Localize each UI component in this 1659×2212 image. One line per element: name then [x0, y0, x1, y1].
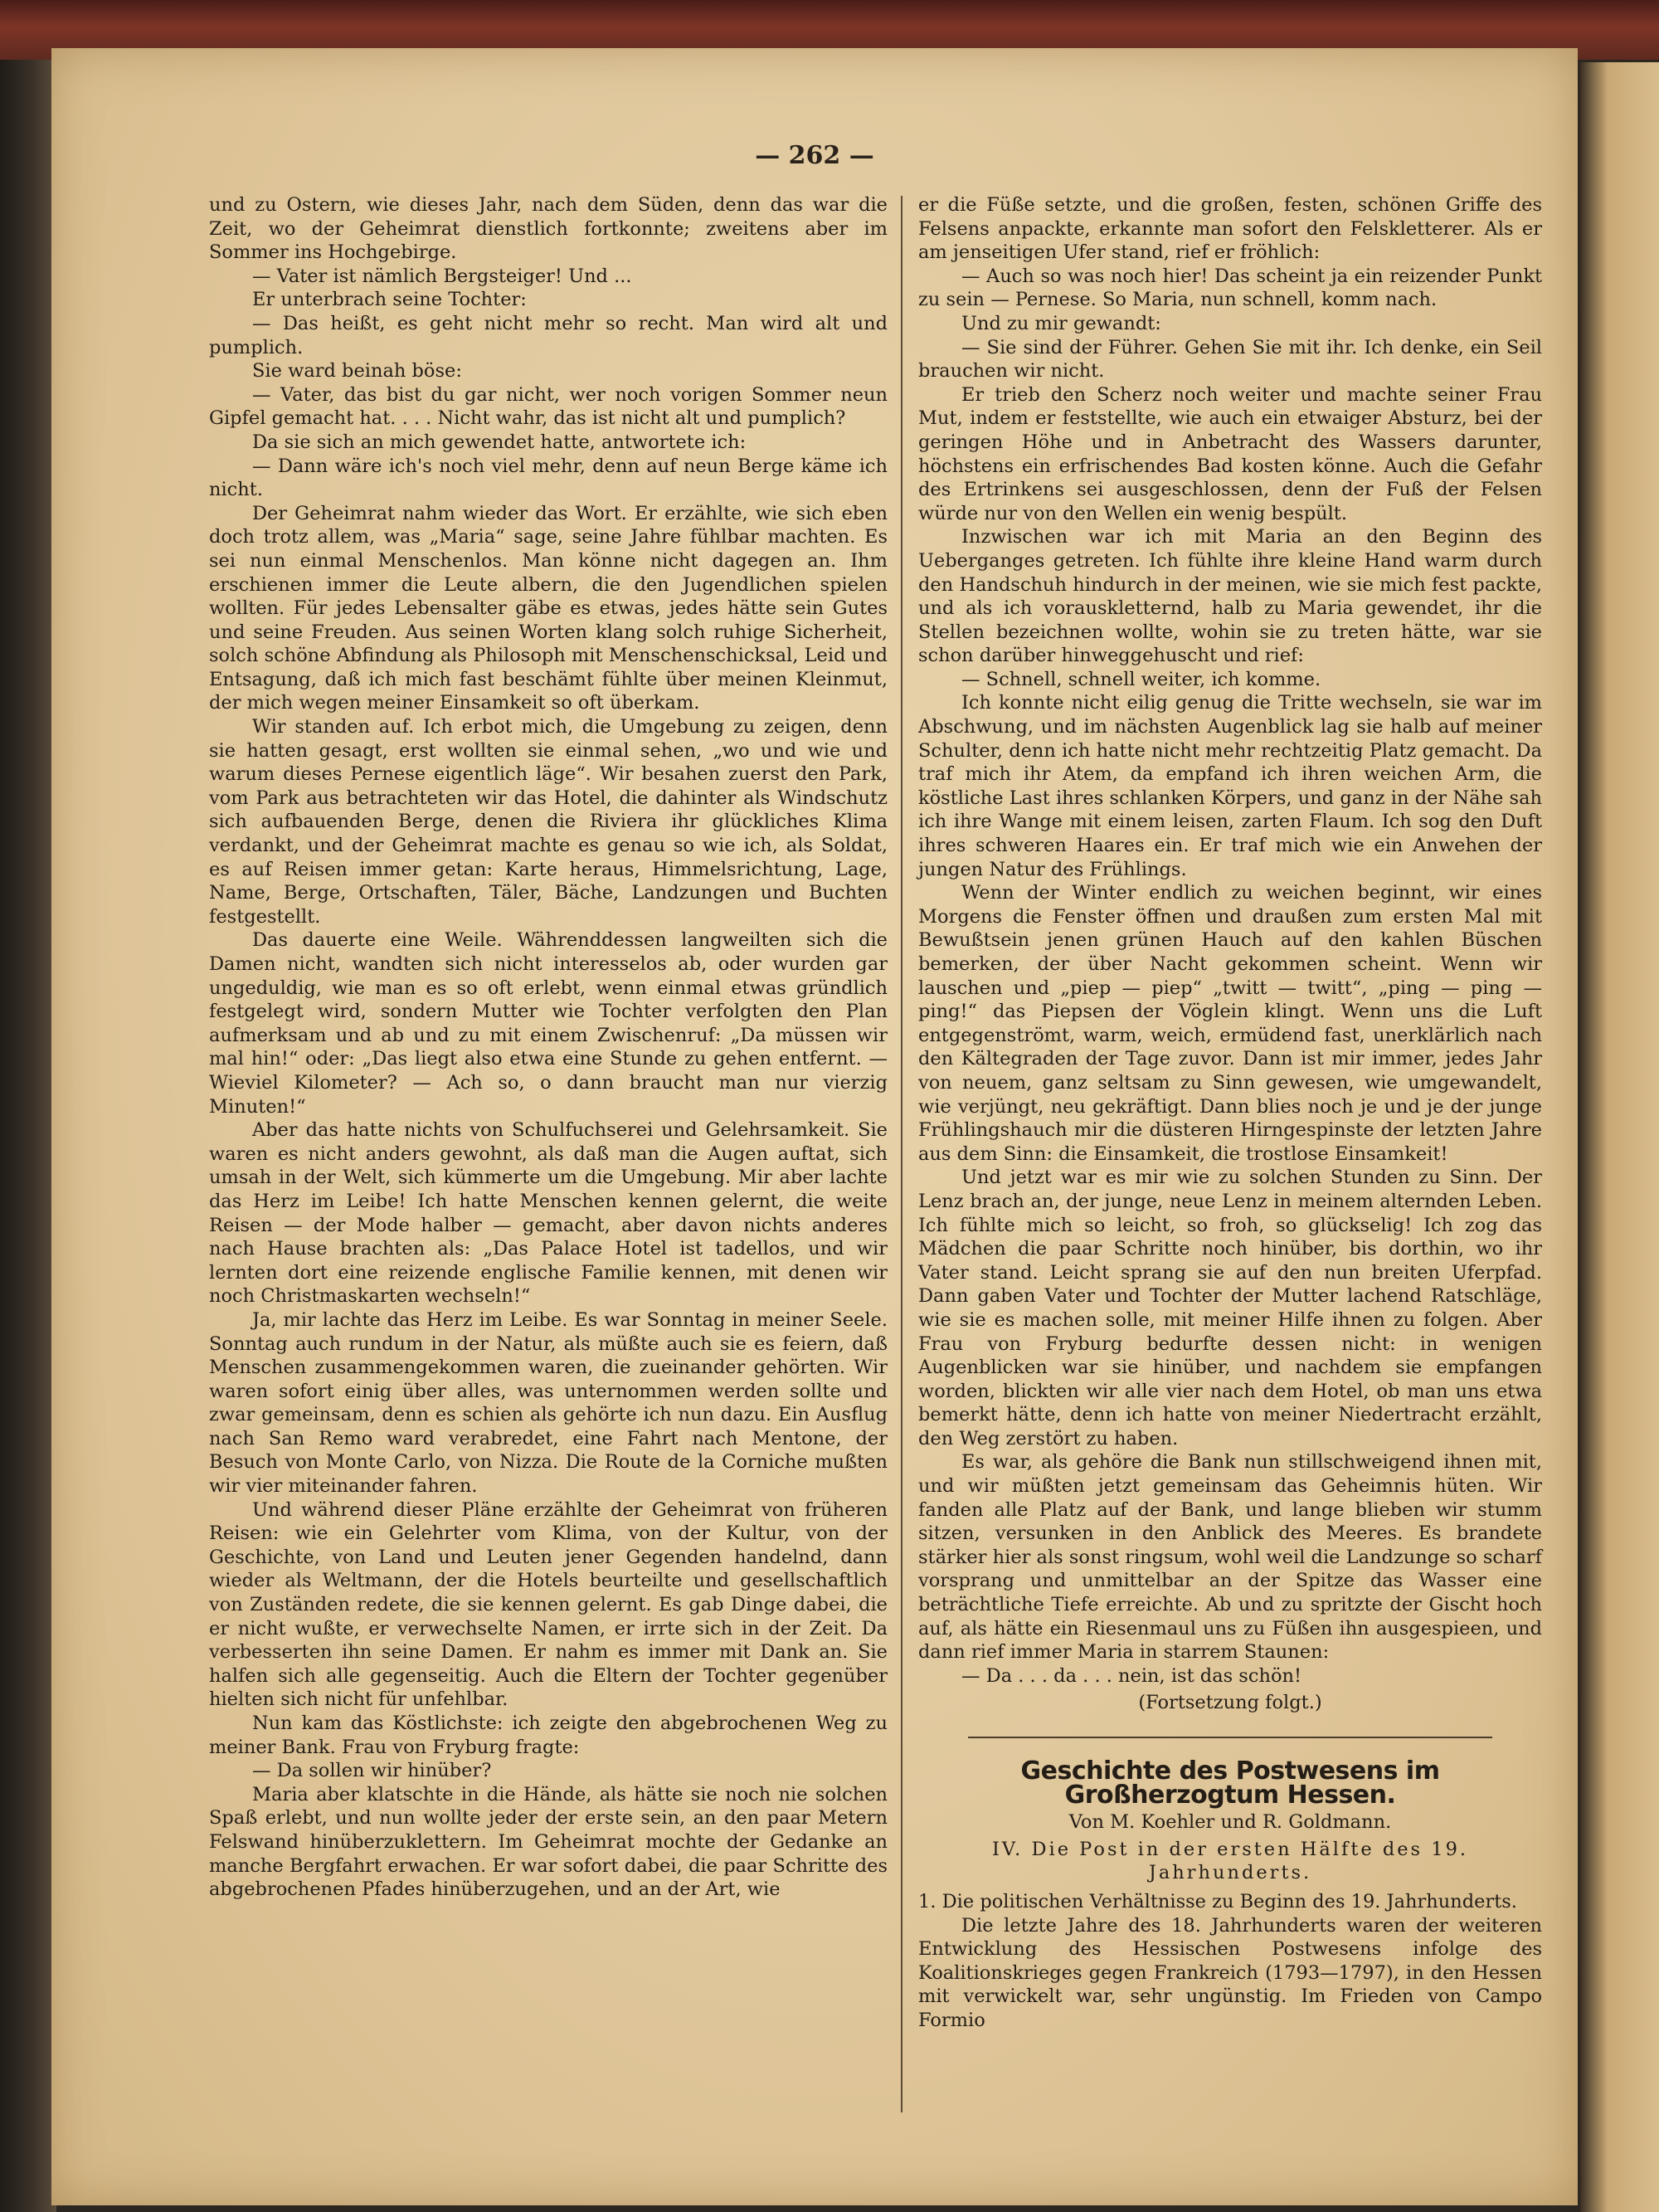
- paragraph: Da sie sich an mich gewendet hatte, antwortete ich:: [252, 431, 747, 453]
- paragraph: und zu Ostern, wie dieses Jahr, nach dem Süden, denn das war die Zeit, wo der Geheimrat dienstlich fortkonnte; zweitens aber im Sommer ins Hochgebirge.: [209, 194, 888, 264]
- paragraph: — Vater ist nämlich Bergsteiger! Und ...: [252, 265, 632, 287]
- paragraph: Aber das hatte nichts von Schulfuchserei und Gelehrsamkeit. Sie waren es nicht anders gewohnt, als daß man die Augen auftat, sich umsah in der Welt, sich kümmerte um die Umgebung. Mir aber lachte das Herz im Leibe! Ich hatte Menschen kennen gelernt, die weite Reisen — der Mode halber — gemacht, aber davon nichts anderes nach Hause brachten als: „Das Palace Hotel ist tadellos, und wir lernten dort eine reizende englische Familie kennen, mit denen wir noch Christmaskarten wechseln!“: [209, 1119, 888, 1308]
- paragraph: Nun kam das Köstlichste: ich zeigte den abgebrochenen Weg zu meiner Bank. Frau von Fryburg fragte:: [209, 1713, 888, 1758]
- paragraph: Inzwischen war ich mit Maria an den Beginn des Ueberganges getreten. Ich fühlte ihre kleine Hand warm durch den Handschuh hindurch in der meinen, wie sie mich fest packte, und als ich vorauskletternd, halb zu Maria gewendet, ihr die Stellen bezeichnen wollte, wohin sie zu treten hätte, war sie schon darüber hinweggehuscht und rief:: [918, 526, 1542, 667]
- paragraph: Der Geheimrat nahm wieder das Wort. Er erzählte, wie sich eben doch trotz allem, was „Maria“ sage, seine Jahre fühlbar machten. Es sei nun einmal Menschenlos. Man könne nicht dagegen an. Ihm erschienen immer die Leute albern, die den Jugendlichen spielen wollten. Für jedes Lebensalter gäbe es etwas, jedes hätte sein Gutes und seine Freuden. Aus seinen Worten klang solch ruhige Sicherheit, solch schöne Abfindung als Philosoph mit Menschenschicksal, Leid und Entsagung, daß ich mich fast beschämt fühlte über meinen Kleinmut, der mich wegen meiner Einsamkeit so oft überkam.: [209, 502, 888, 714]
- article-authors: Von M. Koehler und R. Goldmann.: [1068, 1811, 1392, 1834]
- paragraph: Es war, als gehöre die Bank nun stillschweigend ihnen mit, und wir müßten jetzt gemeinsam das Geheimnis hüten. Wir fanden alle Platz auf der Bank, und lange blieben wir stumm sitzen, versunken in den Anblick des Meeres. Es brandete stärker hier als sonst ringsum, wohl weil die Landzunge so scharf vorsprang und unmittelbar an der Spitze das Wasser eine beträchtliche Tiefe erreichte. Ab und zu spritzte der Gischt hoch auf, als hätte ein Riesenmaul uns zu Füßen ihn ausgespieen, und dann rief immer Maria in starrem Staunen:: [918, 1451, 1542, 1664]
- paragraph: Sie ward beinah böse:: [252, 360, 462, 382]
- paragraph: Ich konnte nicht eilig genug die Tritte wechseln, sie war im Abschwung, und im nächsten Augenblick lag sie halb auf meiner Schulter, denn ich hatte nicht mehr rechtzeitig Platz gemacht. Da traf mich ihr Atem, da empfand ich ihren weichen Arm, die köstliche Last ihres schlanken Körpers, und ganz in der Nähe sah ich ihre Wange mit einem leisen, zarten Flaum. Ich sog den Duft ihres schweren Haares ein. Er traf mich wie ein Anwehen der jungen Natur des Frühlings.: [918, 692, 1542, 880]
- right-column: [918, 193, 1542, 2033]
- paragraph: Maria aber klatschte in die Hände, als hätte sie noch nie solchen Spaß erlebt, und nun wollte jeder der erste sein, an den paar Metern Felswand hinüberzuklettern. Im Geheimrat mochte der Gedanke an manche Bergfahrt erwachen. Er war sofort dabei, die paar Schritte des abgebrochenen Pfades hinüberzugehen, und an der Art, wie: [209, 1783, 888, 1901]
- paragraph: — Vater, das bist du gar nicht, wer noch vorigen Sommer neun Gipfel gemacht hat. . . . Nicht wahr, das ist nicht alt und pumplich?: [209, 383, 888, 430]
- article-title: Geschichte des Postwesens im Großherzogtum Hessen.: [1020, 1756, 1440, 1810]
- paragraph: — Schnell, schnell weiter, ich komme.: [961, 668, 1321, 690]
- paragraph: er die Füße setzte, und die großen, festen, schönen Griffe des Felsens anpackte, erkannte man sofort den Felskletterer. Als er am jenseitigen Ufer stand, rief er fröhlich:: [918, 194, 1542, 264]
- paragraph: Und jetzt war es mir wie zu solchen Stunden zu Sinn. Der Lenz brach an, der junge, neue Lenz in meinem alternden Leben. Ich fühlte mich so leicht, so froh, so glückselig! Ich zog das Mädchen die paar Schritte noch hinüber, bis dorthin, wo ihr Vater stand. Leicht sprang sie auf den nun breiten Uferpfad. Dann gaben Vater und Tochter der Mutter lachend Ratschläge, wie sie es machen solle, mit meiner Hilfe ihnen zu folgen. Aber Frau von Fryburg bedurfte dessen nicht: in wenigen Augenblicken war sie hinüber, und nachdem sie empfangen worden, blickten wir alle vier nach dem Hotel, ob man uns etwa bemerkt hätte, denn ich hatte von meiner Niedertracht erzählt, den Weg zerstört zu haben.: [918, 1167, 1542, 1449]
- paragraph: Wenn der Winter endlich zu weichen beginnt, wir eines Morgens die Fenster öffnen und draußen zum ersten Mal mit Bewußtsein jenen grünen Hauch auf den kahlen Büschen bemerken, der über Nacht gekommen scheint. Wenn wir lauschen und „piep — piep“ „twitt — twitt“, „ping — ping — ping!“ das Piepsen der Vöglein klingt. Wenn uns die Luft entgegenströmt, warm, weich, ermüdend fast, unerklärlich nach den Kältegraden der Tage zuvor. Dann ist mir immer, jedes Jahr von neuem, ganz seltsam zu Sinn gewesen, wie umgewandelt, wie verjüngt, neu gekräftigt. Dann blies noch je und je der junge Frühlingshauch mir die düsteren Hirngespinste der letzten Jahre aus dem Sinn: die Einsamkeit, die trostlose Einsamkeit!: [918, 882, 1542, 1165]
- paragraph: Das dauerte eine Weile. Währenddessen langweilten sich die Damen nicht, wandten sich nicht interesselos ab, oder wurden gar ungeduldig, wie man es so oft erlebt, wenn einmal etwas gründlich festgelegt wird, sondern Mutter wie Tochter verfolgten den Plan aufmerksam und ab und zu mit einem Zwischenruf: „Da müssen wir mal hin!“ oder: „Das liegt also etwa eine Stunde zu gehen entfernt. — Wieviel Kilometer? — Ach so, o dann braucht man nur vierzig Minuten!“: [209, 929, 888, 1118]
- page-number: — 262 —: [755, 141, 874, 170]
- paragraph: — Das heißt, es geht nicht mehr so recht. Man wird alt und pumplich.: [209, 312, 888, 358]
- paragraph: Und zu mir gewandt:: [961, 312, 1161, 334]
- story-continuation: [918, 193, 1542, 1688]
- paragraph: — Dann wäre ich's noch viel mehr, denn auf neun Berge käme ich nicht.: [209, 455, 888, 501]
- left-column: [209, 193, 888, 1902]
- article-separator: [968, 1737, 1492, 1738]
- next-page-edge: [1580, 62, 1659, 2212]
- book-spine: [0, 0, 56, 2212]
- paragraph: — Sie sind der Führer. Gehen Sie mit ihr. Ich denke, ein Seil brauchen wir nicht.: [918, 336, 1542, 382]
- paragraph: Er unterbrach seine Tochter:: [252, 289, 527, 311]
- paragraph: Ja, mir lachte das Herz im Leibe. Es war Sonntag in meiner Seele. Sonntag auch rundum in der Natur, als müßte auch sie es feiern, daß Menschen zusammengekommen waren, die zueinander gehörten. Wir waren sofort einig über alles, was unternommen werden sollte und zwar gemeinsam, denn es schien als gehörte ich nun dazu. Ein Ausflug nach San Remo ward verabredet, eine Fahrt nach Mentone, der Besuch von Monte Carlo, von Nizza. Die Route de la Corniche mußten wir vier miteinander fahren.: [209, 1308, 888, 1498]
- section-heading: IV. Die Post in der ersten Hälfte des 19. Jahrhunderts.: [991, 1838, 1469, 1884]
- paragraph: Und während dieser Pläne erzählte der Geheimrat von früheren Reisen: wie ein Gelehrter vom Klima, von der Kultur, von der Geschichte, von Land und Leuten jener Gegenden handelnd, dann wieder als Weltmann, der die Hotels beurteilte und gesellschaftlich von Zuständen redete, die sie kennen gelernt. Es gab Dinge dabei, die er nicht wußte, er verwechselte Namen, er irrte sich in der Zeit. Da verbesserten ihn seine Damen. Er nahm es immer mit Dank an. Sie halfen sich alle gegenseitig. Auch die Eltern der Tochter gegenüber hielten sich nicht für unfehlbar.: [209, 1498, 888, 1711]
- paragraph: — Auch so was noch hier! Das scheint ja ein reizender Punkt zu sein — Pernese. So Maria, nun schnell, komm nach.: [918, 265, 1542, 311]
- subsection-heading: 1. Die politischen Verhältnisse zu Beginn des 19. Jahrhunderts.: [918, 1890, 1517, 1912]
- column-divider: [901, 196, 902, 2112]
- paragraph: Er trieb den Scherz noch weiter und machte seiner Frau Mut, indem er feststellte, wie auch ein etwaiger Absturz, bei der geringen Höhe und in Anbetracht des Wassers darunter, höchstens ein erfrischendes Bad kosten könne. Auch die Gefahr des Ertrinkens sei ausgeschlossen, denn der Fuß der Felsen würde nur von den Wellen ein wenig bespült.: [918, 383, 1542, 524]
- newspaper-page: [51, 48, 1578, 2205]
- continued-note: (Fortsetzung folgt.): [1138, 1692, 1322, 1714]
- article-body: Die letzte Jahre des 18. Jahrhunderts waren der weiteren Entwicklung des Hessischen Postwesens infolge des Koalitionskrieges gegen Frankreich (1793—1797), in den Hessen mit verwickelt war, sehr ungünstig. Im Frieden von Campo Formio: [918, 1914, 1542, 2031]
- paragraph: — Da . . . da . . . nein, ist das schön!: [961, 1664, 1302, 1687]
- paragraph: — Da sollen wir hinüber?: [252, 1760, 492, 1782]
- paragraph: Wir standen auf. Ich erbot mich, die Umgebung zu zeigen, denn sie hatten gesagt, erst wollten sie einmal sehen, „wo und wie und warum dieses Pernese eigentlich läge“. Wir besahen zuerst den Park, vom Park aus betrachteten wir das Hotel, die dahinter als Windschutz sich aufbauenden Berge, denen die Riviera ihr glückliches Klima verdankt, und der Geheimrat machte es genau so wie ich, als Soldat, es auf Reisen immer getan: Karte heraus, Himmelsrichtung, Lage, Name, Berge, Ortschaften, Täler, Bäche, Landzungen und Buchten festgestellt.: [209, 716, 888, 928]
